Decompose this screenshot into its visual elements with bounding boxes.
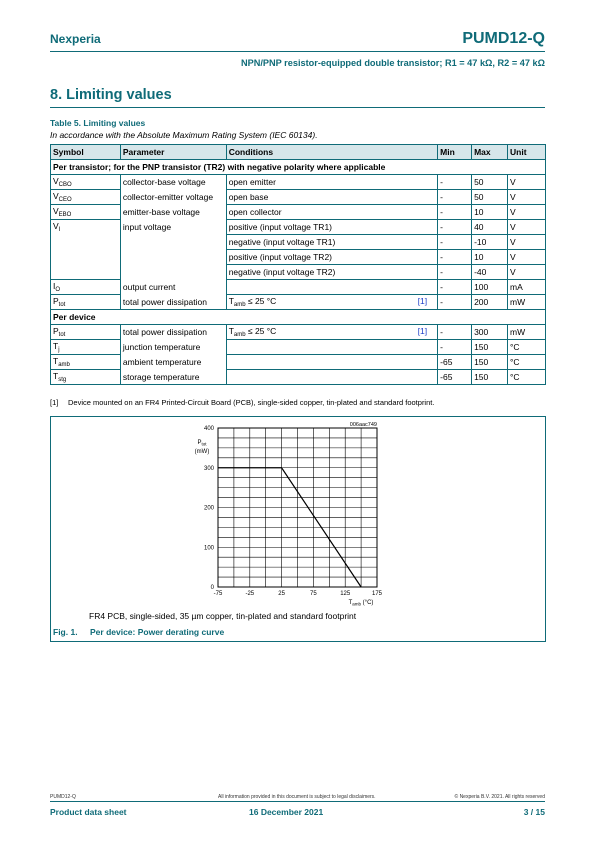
figure-title: Fig. 1. Per device: Power derating curve (53, 627, 225, 637)
conditions-cell: negative (input voltage TR2) (226, 265, 437, 280)
group-label: Per device (51, 310, 546, 325)
column-header: Parameter (120, 145, 226, 160)
table-row (51, 280, 546, 295)
brand-name: Nexperia (50, 32, 101, 46)
part-number: PUMD12-Q (462, 30, 545, 47)
column-header: Unit (508, 145, 546, 160)
y-tick-label: 100 (203, 545, 214, 552)
unit-cell: mA (508, 280, 546, 295)
y-tick-label: 200 (203, 505, 214, 512)
min-cell: - (438, 235, 472, 250)
x-tick-label: 175 (371, 591, 383, 597)
conditions-cell (226, 280, 437, 295)
group-label: Per transistor; for the PNP transistor (TR2) with negative polarity where applicable (51, 160, 546, 175)
x-tick-label: 75 (310, 591, 317, 597)
min-cell: - (438, 220, 472, 235)
symbol-cell: $T_{amb}$ (51, 355, 121, 370)
unit-cell: °C (508, 355, 546, 370)
min-cell: - (438, 250, 472, 265)
y-axis-label: $P_{tot}$ (197, 440, 207, 447)
unit-cell: V (508, 190, 546, 205)
symbol-cell: $T_{stg}$ (51, 370, 121, 385)
table-header-row (51, 145, 546, 160)
footer-divider (50, 801, 545, 802)
unit-cell: V (508, 220, 546, 235)
table-row (51, 265, 546, 280)
parameter-cell: output current (120, 280, 226, 295)
max-cell: 300 (472, 325, 508, 340)
y-tick-label: 400 (203, 426, 214, 432)
footnote-text: Device mounted on an FR4 Printed-Circuit Board (PCB), single-sided copper, tin-plated and standard footprint. (68, 398, 435, 407)
max-cell: 200 (472, 295, 508, 310)
parameter-cell: collector-emitter voltage (120, 190, 226, 205)
parameter-cell: collector-base voltage (120, 175, 226, 190)
chart-grid (218, 428, 377, 587)
y-tick-label: 300 (203, 465, 214, 472)
min-cell: -65 (438, 370, 472, 385)
max-cell: 150 (472, 355, 508, 370)
max-cell: 100 (472, 280, 508, 295)
y-tick-label: 0 (210, 585, 214, 591)
column-header: Max (472, 145, 508, 160)
column-header: Min (438, 145, 472, 160)
max-cell: 40 (472, 220, 508, 235)
conditions-cell: negative (input voltage TR1) (226, 235, 437, 250)
conditions-cell: positive (input voltage TR2) (226, 250, 437, 265)
symbol-cell: $V_{CEO}$ (51, 190, 121, 205)
max-cell: -40 (472, 265, 508, 280)
document-subtitle: NPN/PNP resistor-equipped double transistor; R1 = 47 kΩ, R2 = 47 kΩ (240, 58, 545, 68)
min-cell: -65 (438, 355, 472, 370)
parameter-cell (120, 265, 226, 280)
parameter-cell: emitter-base voltage (120, 205, 226, 220)
footer-date: 16 December 2021 (249, 807, 324, 817)
footnote (50, 398, 434, 407)
max-cell: 50 (472, 190, 508, 205)
min-cell: - (438, 295, 472, 310)
parameter-cell: input voltage (120, 220, 226, 235)
table-row (51, 235, 546, 250)
conditions-cell (226, 340, 437, 355)
max-cell: 150 (472, 340, 508, 355)
conditions-cell (226, 370, 437, 385)
min-cell: - (438, 340, 472, 355)
x-tick-label: -25 (245, 591, 255, 597)
min-cell: - (438, 175, 472, 190)
power-derating-chart (190, 418, 390, 610)
table-row (51, 295, 546, 310)
unit-cell: V (508, 175, 546, 190)
max-cell: 10 (472, 250, 508, 265)
conditions-cell: $T_{amb} \le 25$ °C [1] (226, 325, 437, 340)
min-cell: - (438, 325, 472, 340)
max-cell: -10 (472, 235, 508, 250)
parameter-cell: total power dissipation (120, 325, 226, 340)
figure-code: 006aac749 (349, 422, 377, 428)
group-row (51, 310, 546, 325)
footer-document-type: Product data sheet (50, 807, 127, 817)
parameter-cell (120, 235, 226, 250)
footnote-reference-link[interactable]: [1] (417, 296, 428, 306)
x-tick-label: -75 (213, 591, 223, 597)
table-row (51, 340, 546, 355)
max-cell: 150 (472, 370, 508, 385)
symbol-cell: $I_O$ (51, 280, 121, 295)
parameter-cell (120, 250, 226, 265)
footnote-reference-link[interactable]: [1] (417, 326, 428, 336)
footnote-index: [1] (50, 398, 59, 407)
unit-cell: mW (508, 295, 546, 310)
symbol-cell: $P_{tot}$ (51, 325, 121, 340)
symbol-cell (51, 250, 121, 265)
min-cell: - (438, 280, 472, 295)
table-row (51, 325, 546, 340)
unit-cell: V (508, 205, 546, 220)
unit-cell: V (508, 265, 546, 280)
unit-cell: V (508, 235, 546, 250)
symbol-cell: $T_j$ (51, 340, 121, 355)
table-row (51, 190, 546, 205)
min-cell: - (438, 190, 472, 205)
section-title: 8. Limiting values (50, 87, 172, 103)
column-header: Conditions (226, 145, 437, 160)
min-cell: - (438, 265, 472, 280)
x-axis-label: $T_{amb}$ (°C) (348, 600, 374, 607)
table-row (51, 370, 546, 385)
table-row (51, 205, 546, 220)
parameter-cell: ambient temperature (120, 355, 226, 370)
table-row (51, 355, 546, 370)
x-tick-label: 125 (340, 591, 351, 597)
limiting-values-table (50, 144, 546, 385)
section-divider (50, 107, 545, 108)
conditions-cell: positive (input voltage TR1) (226, 220, 437, 235)
min-cell: - (438, 205, 472, 220)
unit-cell: °C (508, 340, 546, 355)
symbol-cell (51, 265, 121, 280)
symbol-cell (51, 235, 121, 250)
symbol-cell: $V_{CBO}$ (51, 175, 121, 190)
parameter-cell: total power dissipation (120, 295, 226, 310)
unit-cell: V (508, 250, 546, 265)
conditions-cell: open base (226, 190, 437, 205)
x-tick-label: 25 (278, 591, 285, 597)
column-header: Symbol (51, 145, 121, 160)
symbol-cell: $P_{tot}$ (51, 295, 121, 310)
parameter-cell: storage temperature (120, 370, 226, 385)
max-cell: 10 (472, 205, 508, 220)
symbol-cell: $V_{EBO}$ (51, 205, 121, 220)
group-row (51, 160, 546, 175)
symbol-cell: $V_I$ (51, 220, 121, 235)
conditions-cell: $T_{amb} \le 25$ °C [1] (226, 295, 437, 310)
unit-cell: °C (508, 370, 546, 385)
parameter-cell: junction temperature (120, 340, 226, 355)
unit-cell: mW (508, 325, 546, 340)
footer-page-number: 3 / 15 (523, 807, 545, 817)
footer-doc-id: PUMD12-Q (50, 794, 76, 800)
conditions-cell: open emitter (226, 175, 437, 190)
footer-disclaimer: All information provided in this document is subject to legal disclaimers. (218, 794, 376, 800)
table-title: Table 5. Limiting values (50, 118, 146, 128)
table-subtitle: In accordance with the Absolute Maximum Rating System (IEC 60134). (50, 130, 318, 140)
table-row (51, 175, 546, 190)
conditions-cell (226, 355, 437, 370)
header-divider (50, 51, 545, 52)
conditions-cell: open collector (226, 205, 437, 220)
max-cell: 50 (472, 175, 508, 190)
table-row (51, 250, 546, 265)
footer-copyright: © Nexperia B.V. 2021. All rights reserved (454, 794, 545, 800)
y-axis-unit: (mW) (194, 449, 210, 455)
x-tick-labels (214, 591, 383, 597)
figure-caption: FR4 PCB, single-sided, 35 µm copper, tin-plated and standard footprint (89, 611, 357, 621)
table-row (51, 220, 546, 235)
